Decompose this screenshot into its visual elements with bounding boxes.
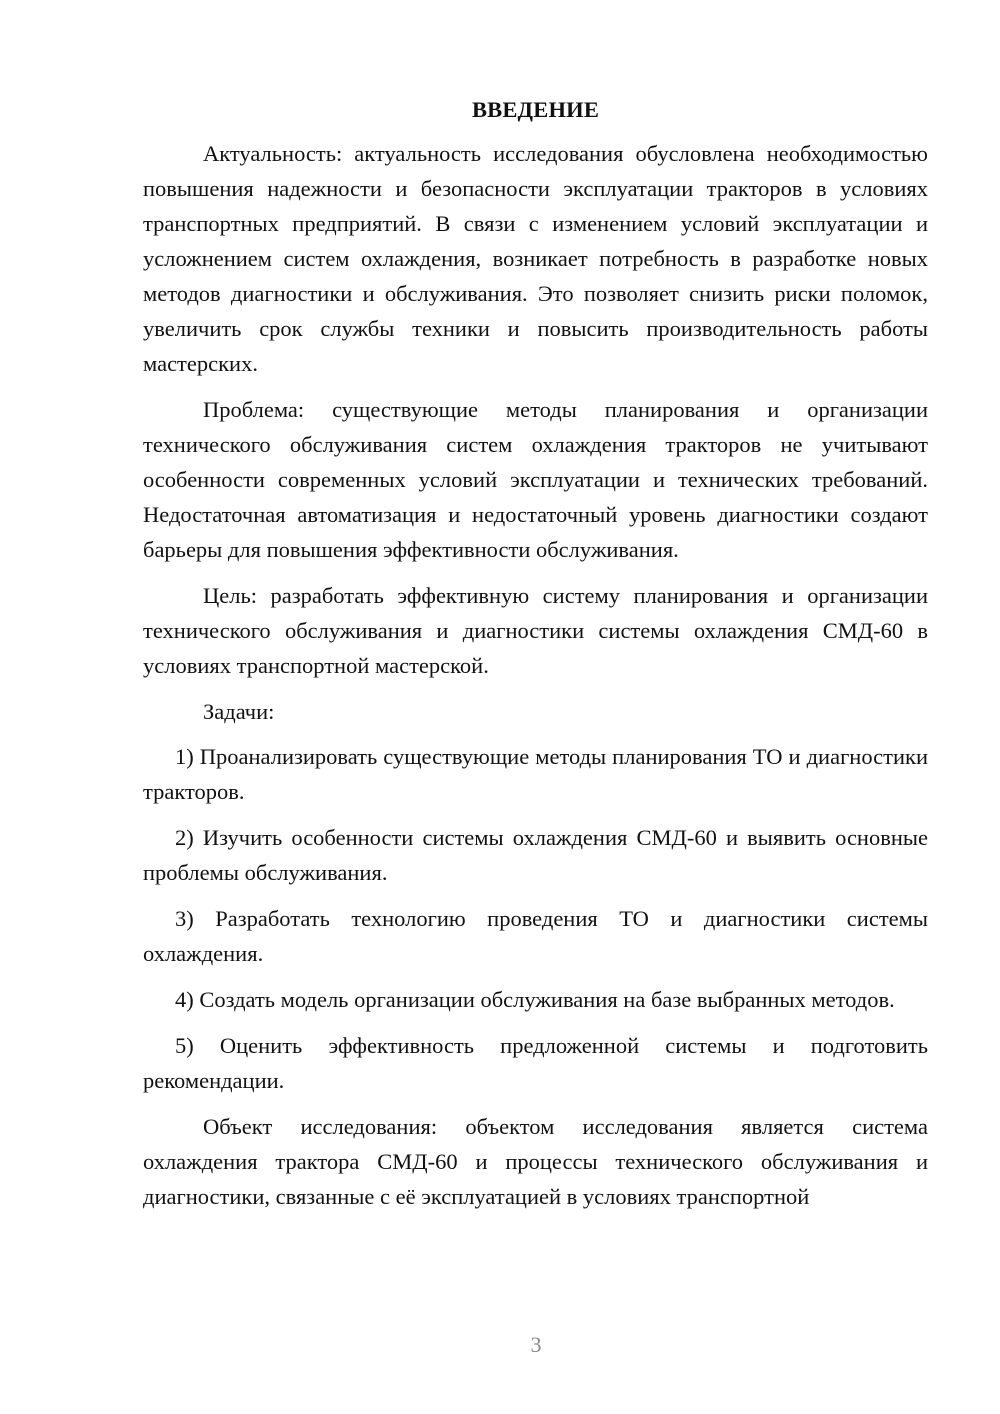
- page-content: [143, 92, 928, 1225]
- paragraph-relevance: Актуальность: актуальность исследования обусловлена необходимостью повышения надежности и безопасности эксплуатации тракторов в условиях транспортных предприятий. В связи с изменением условий эксплуатации и усложнением систем охлаждения, возникает потребность в разработке новых методов диагностики и обслуживания. Это позволяет снизить риски поломок, увеличить срок службы техники и повысить производительность работы мастерских.: [143, 141, 928, 376]
- task-item-5: 5) Оценить эффективность предложенной системы и подготовить рекомендации.: [143, 1033, 928, 1093]
- task-item-3: 3) Разработать технологию проведения ТО и диагностики системы охлаждения.: [143, 906, 928, 966]
- paragraph-problem: Проблема: существующие методы планирования и организации технического обслуживания систем охлаждения тракторов не учитывают особенности современных условий эксплуатации и технических требований. Недостаточная автоматизация и недостаточный уровень диагностики создают барьеры для повышения эффективности обслуживания.: [143, 397, 928, 562]
- paragraph-goal: Цель: разработать эффективную систему планирования и организации технического обслуживания и диагностики системы охлаждения СМД-60 в условиях транспортной мастерской.: [143, 583, 928, 678]
- page-number: 3: [530, 1332, 542, 1357]
- tasks-label: Задачи:: [203, 699, 275, 724]
- task-item-1: 1) Проанализировать существующие методы планирования ТО и диагностики тракторов.: [143, 744, 928, 804]
- section-title: ВВЕДЕНИЕ: [471, 97, 600, 122]
- task-item-2: 2) Изучить особенности системы охлаждения СМД-60 и выявить основные проблемы обслуживания.: [143, 825, 928, 885]
- task-item-4: 4) Создать модель организации обслуживания на базе выбранных методов.: [175, 987, 895, 1012]
- paragraph-object: Объект исследования: объектом исследования является система охлаждения трактора СМД-60 и процессы технического обслуживания и диагностики, связанные с её эксплуатацией в условиях транспортной: [143, 1114, 928, 1209]
